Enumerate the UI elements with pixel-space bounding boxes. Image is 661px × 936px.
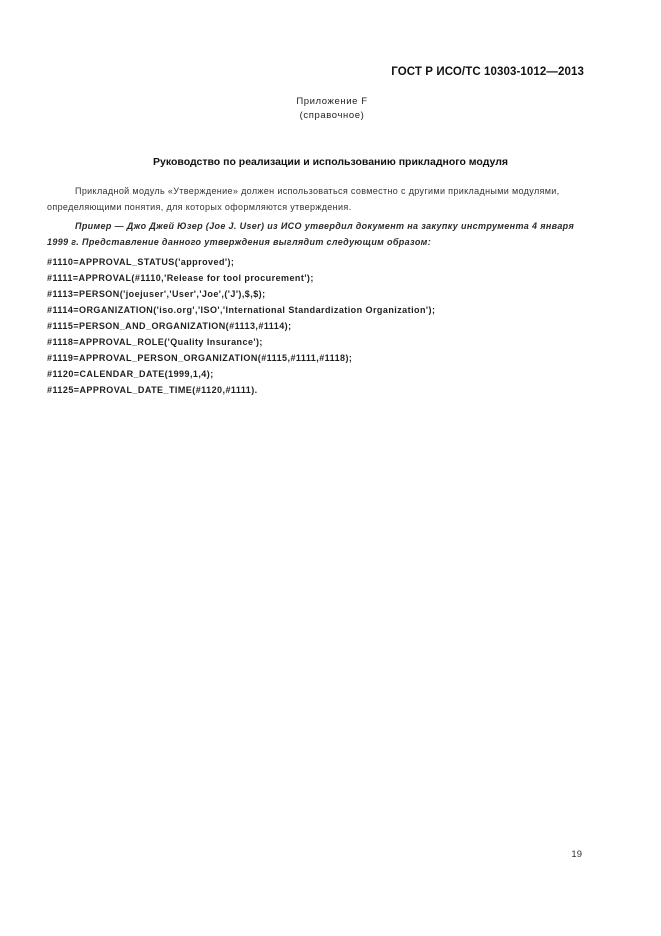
code-line: #1114=ORGANIZATION('iso.org','ISO','International Standardization Organization');	[47, 305, 436, 315]
code-line: #1120=CALENDAR_DATE(1999,1,4);	[47, 369, 214, 379]
code-line: #1110=APPROVAL_STATUS('approved');	[47, 257, 235, 267]
code-line: #1118=APPROVAL_ROLE('Quality Insurance');	[47, 337, 263, 347]
code-block	[47, 254, 607, 398]
code-line: #1119=APPROVAL_PERSON_ORGANIZATION(#1115,#1111,#1118);	[47, 353, 353, 363]
section-heading: Руководство по реализации и использованию прикладного модуля	[153, 156, 508, 168]
annex-title: Приложение F	[296, 96, 368, 107]
annex-subtitle: (справочное)	[299, 110, 365, 121]
intro-paragraph: Прикладной модуль «Утверждение» должен использоваться совместно с другими прикладными модулями, определяющими понятия, для которых оформляются утверждения.	[47, 186, 560, 212]
annex-title-block	[0, 95, 661, 123]
page-number: 19	[571, 849, 582, 860]
standard-header: ГОСТ Р ИСО/ТС 10303-1012—2013	[391, 66, 584, 78]
code-line: #1113=PERSON('joejuser','User','Joe',('J'),$,$);	[47, 289, 266, 299]
code-line: #1111=APPROVAL(#1110,'Release for tool procurement');	[47, 273, 314, 283]
example-paragraph: Пример — Джо Джей Юзер (Joe J. User) из ИСО утвердил документ на закупку инструмента 4 января 1999 г. Представление данного утверждения выглядит следующим образом:	[47, 221, 575, 247]
code-line: #1115=PERSON_AND_ORGANIZATION(#1113,#1114);	[47, 321, 292, 331]
code-line: #1125=APPROVAL_DATE_TIME(#1120,#1111).	[47, 385, 258, 395]
